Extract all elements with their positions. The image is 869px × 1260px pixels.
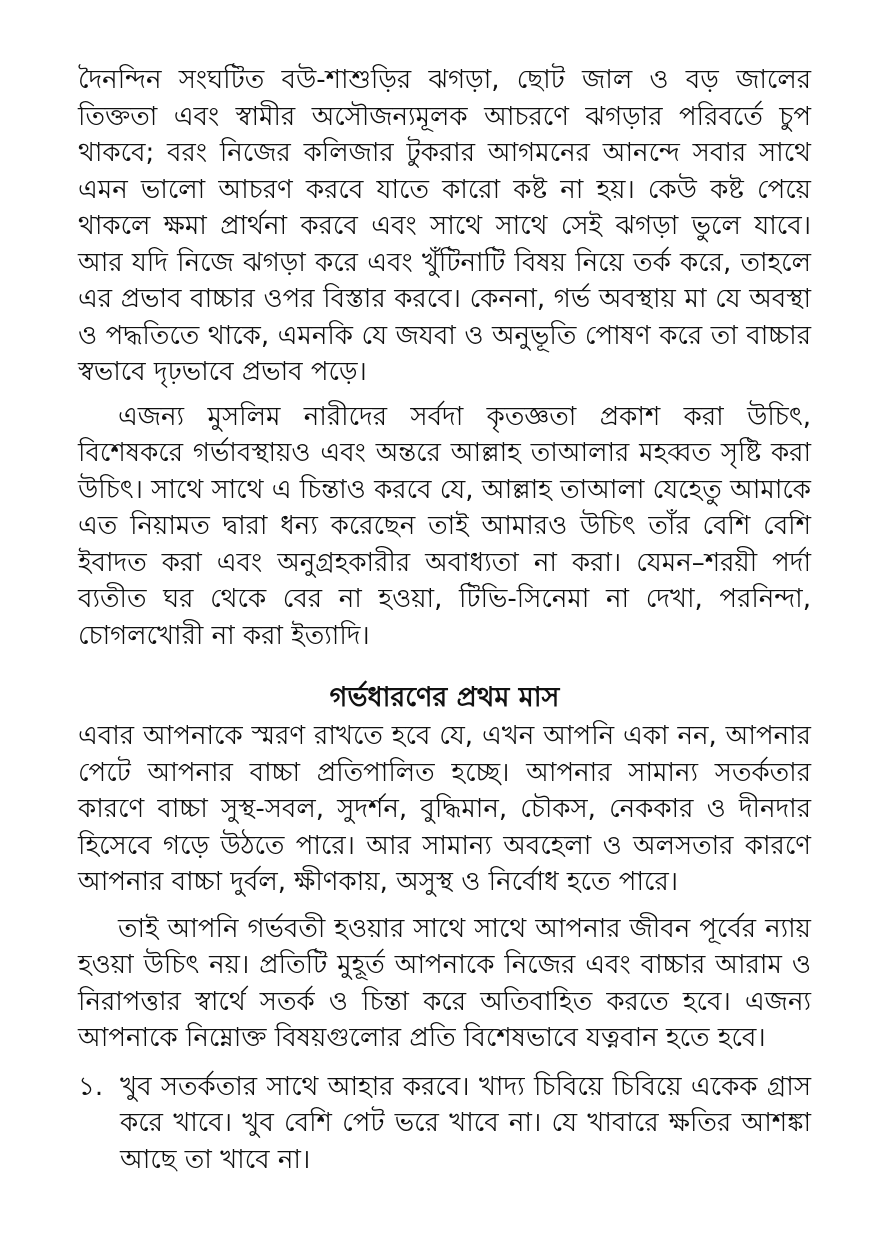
paragraph-care: তাই আপনি গর্ভবতী হওয়ার সাথে সাথে আপনার জীবন পূর্বের ন্যায় হওয়া উচিৎ নয়। প্রতিটি মুহূর্ত আপনাকে নিজের এবং বাচ্চার আরাম ও নিরাপত্তার স্বার্থে সতর্ক ও চিন্তা করে অতিবাহিত করতে হবে। এজন্য আপনাকে নিম্নোক্ত বিষয়গুলোর প্রতি বিশেষভাবে যত্নবান হতে হবে। <box>78 913 811 1053</box>
list-item-text: খুব সতর্কতার সাথে আহার করবে। খাদ্য চিবিয়ে চিবিয়ে একেক গ্রাস করে খাবে। খুব বেশি পেট ভরে খাবে না। যে খাবারে ক্ষতির আশঙ্কা আছে তা খাবে না। <box>120 1071 811 1175</box>
list-item-number: ১. <box>78 1071 104 1102</box>
document-page <box>78 62 811 1178</box>
instruction-list <box>78 1069 811 1179</box>
section-heading: গর্ভধারণের প্রথম মাস <box>329 682 560 713</box>
paragraph-remember: এবার আপনাকে স্মরণ রাখতে হবে যে, এখন আপনি একা নন, আপনার পেটে আপনার বাচ্চা প্রতিপালিত হচ্ছে। আপনার সামান্য সতর্কতার কারণে বাচ্চা সুস্থ-সবল, সুদর্শন, বুদ্ধিমান, চৌকস, নেককার ও দীনদার হিসেবে গড়ে উঠতে পারে। আর সামান্য অবহেলা ও অলসতার কারণে আপনার বাচ্চা দুর্বল, ক্ষীণকায়, অসুস্থ ও নির্বোধ হতে পারে। <box>78 721 811 897</box>
paragraph-gratitude: এজন্য মুসলিম নারীদের সর্বদা কৃতজ্ঞতা প্রকাশ করা উচিৎ, বিশেষকরে গর্ভাবস্থায়ও এবং অন্তরে আল্লাহ তাআলার মহব্বত সৃষ্টি করা উচিৎ। সাথে সাথে এ চিন্তাও করবে যে, আল্লাহ তাআলা যেহেতু আমাকে এত নিয়ামত দ্বারা ধন্য করেছেন তাই আমারও উচিৎ তাঁর বেশি বেশি ইবাদত করা এবং অনুগ্রহকারীর অবাধ্যতা না করা। যেমন–শরয়ী পর্দা ব্যতীত ঘর থেকে বের না হওয়া, টিভি-সিনেমা না দেখা, পরনিন্দা, চোগলখোরী না করা ইত্যাদি। <box>78 401 811 651</box>
list-item <box>78 1069 811 1179</box>
paragraph-quarrels: দৈনন্দিন সংঘটিত বউ-শাশুড়ির ঝগড়া, ছোট জাল ও বড় জালের তিক্ততা এবং স্বামীর অসৌজন্যমূলক আচরণে ঝগড়ার পরিবর্তে চুপ থাকবে; বরং নিজের কলিজার টুকরার আগমনের আনন্দে সবার সাথে এমন ভালো আচরণ করবে যাতে কারো কষ্ট না হয়। কেউ কষ্ট পেয়ে থাকলে ক্ষমা প্রার্থনা করবে এবং সাথে সাথে সেই ঝগড়া ভুলে যাবে। আর যদি নিজে ঝগড়া করে এবং খুঁটিনাটি বিষয় নিয়ে তর্ক করে, তাহলে এর প্রভাব বাচ্চার ওপর বিস্তার করবে। কেননা, গর্ভ অবস্থায় মা যে অবস্থা ও পদ্ধতিতে থাকে, এমনকি যে জযবা ও অনুভূতি পোষণ করে তা বাচ্চার স্বভাবে দৃঢ়ভাবে প্রভাব পড়ে। <box>78 65 811 387</box>
